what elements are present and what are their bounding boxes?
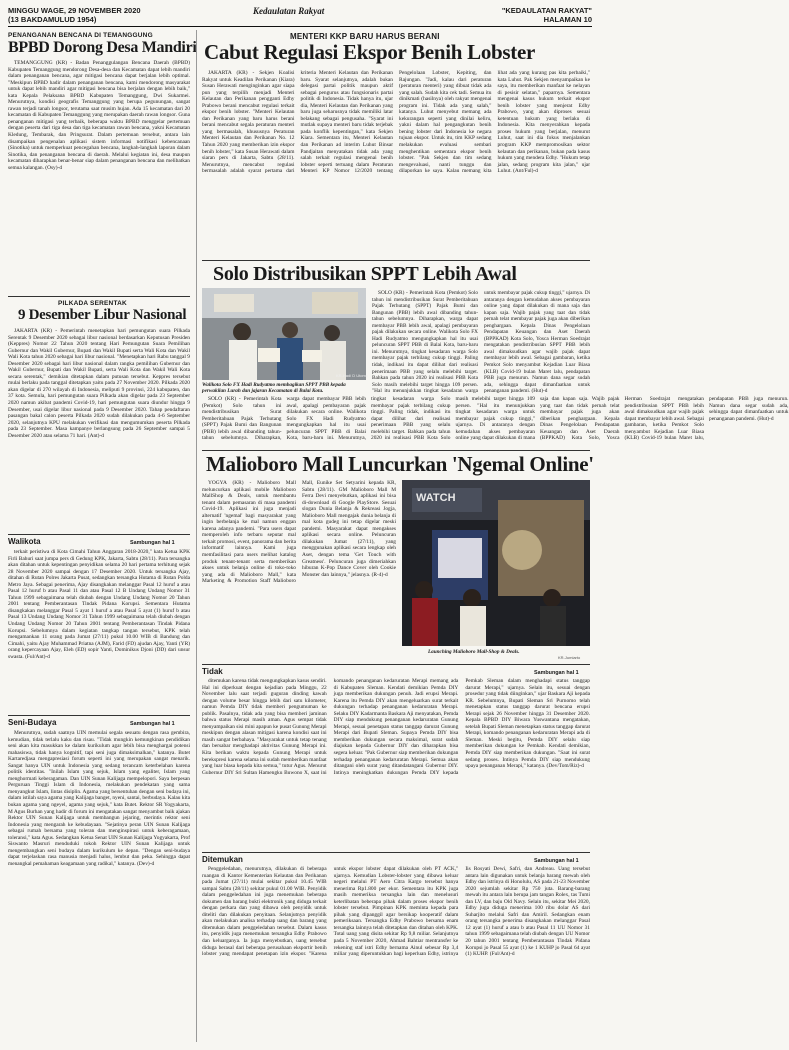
header-right [502, 6, 592, 24]
pilkada-headline: 9 Desember Libur Nasional [18, 307, 187, 323]
malioboro-photo-credit: KR-Jumiarto [558, 655, 581, 660]
sppt-body-text: SOLO (KR) - Pemerintah Kota (Pemkot) Solo tahun ini mendistribusikan Surat Pemberitahuan Pajak Terhutang (SPPT) Pajak Bumi dan Bangunan (PBB) lebih awal dibanding tahun-tahun sebelumnya. Diharapkan, warga dapat membayar PBB lebih awal, apalagi pembayaran pajak dilakukan secara online. Walikota Solo FX Hadi Rudyatmo mengungkapkan hal itu usai peluncuran SPPT PBB di Balai Kota, baru-baru ini. Menurutnya, tingkat kesadaran warga Solo membayar pajak terbilang cukup tinggi. Paling tidak, indikasi itu dapat dilihat dari realisasi penerimaan PBB yang selalu melebihi target. Bahkan pada tahun 2020 ini realisasi PBB Kota Solo masih melebihi target hingga 109 persen. "Hal itu menunjukkan tingkat kesadaran warga untuk membayar pajak cukup tinggi," ujarnya. Di antaranya dengan kemudahan akses pembayaran online yang dapat dilakukan di mana saja dan kapan saja. Wajib pajak yang taat dan tidak pernah telat membayar pajak juga akan diberikan penghargaan. Kepala Dinas Pengelolaan Pendapatan Keuangan dan Aset Daerah (BPPKAD) Kota Solo, Yosca Herman Soedrajat mengatakan pendistribusian SPPT PBB lebih awal dimaksudkan agar wajib pajak dapat membayar lebih awal. Sebagai gambaran, ketika Pemkot Solo menyambut Kejadian Luar Biasa (KLB) Covid-19 bulan Maret lalu, pendapatan PBB juga menurun. Namun dana segar sudah ada, sehingga dapat dimanfaatkan untuk penanganan pandemi. (Hut)-d [202, 396, 789, 442]
malioboro-photo [402, 480, 590, 646]
sppt-headline: Solo Distribusikan SPPT Lebih Awal [213, 263, 517, 285]
divider [8, 534, 190, 535]
header-paper-name: "KEDAULATAN RAKYAT" [501, 6, 592, 15]
header-dateline [8, 6, 141, 24]
sppt-photo-credit: KR-Hadi D Utomo [336, 373, 369, 378]
tidak-section-title: Tidak [202, 667, 223, 676]
newspaper-page [8, 4, 789, 1044]
walikota-section-title: Walikota [8, 537, 41, 546]
tidak-body [202, 678, 590, 848]
sppt-caption: Walikota Solo FX Hadi Rudyatmo membagikan SPPT PBB kepada perwakilan Lurah dan jajaran Kecamatan di Balai Kota. [202, 382, 346, 395]
malioboro-caption: Launching Malioboro Mall-Shop & Deals. [428, 649, 520, 655]
header-edition: (13 BAKDAMULUD 1954) [8, 15, 97, 24]
sppt-body-start [202, 396, 789, 446]
column-divider [196, 30, 197, 1042]
senibudaya-body-text: Menurutnya, sudah saatnya UIN memulai segala sesuatu dengan rasa gembira, kemudian, tidak terlalu kaku dan risau. "Tidak mungkin kemungkinan pendidikan seni akan kita masukkan ke dalam kurikulum agar lebih bisa menghargai potensi mahasiswa, tidak hanya kognitif, tapi seni juga dimaksimalkan," katanya. Butet Kartaredjasa mengapresiasi forum seperti ini yang merupakan sangat menarik. Sangat hanya UIN untuk Indonesia yang sedang terancam keterbelahan karena politik identitas. "Inilah Islam yang sejuk, Islam yang egaliter, Islam yang menghormati keberagaman. Dan UIN Sunan Kalijaga mempelopori. Saya berpesan Perguruan Tinggi Islam di Indonesia, melakukan pendekatan yang sama menyangkut Islam, lintas disiplin. Agama yang bersentuhan dengan seni budaya ini, dalam istilah saya agama yang Kalijaga banget, nyeni, santai, berbudaya. Kalau kita bukan agama yang ngeyel, agama yang sejuk," kata Butet. Rektor SR Yogyakarta, M Agus Burhan yang hadir di forum ini mengatakan sangat menyambut baik ajakan Rektor UIN Sunan Kalijaga untuk membangun jejaring, merintis rektor seni Indonesia yang mengarah ke kebudayaan. "Sejatinya peran UIN Sunan Kalijaga sebagai rumah bersama yang toleran dan menginspirasi untuk keberagamaan, toleransi," kata Agus. Sedangkan Ketua Senat UIN Sunan Kalijaga Yogyakarta, Prof Siswanto Masruri menduduki tokoh Rektor UIN Sunan Kalijaga untuk mengembangkan seni budaya dalam kurikulum ke depan. "Dengan seni-budaya dapat terjelaskan rasa manusia menjadi halus, lembut dan peka. Sehingga dapat menangkal pemahaman keagamaan yang radikal," katanya. (Dev)-d [8, 730, 190, 867]
walikota-continued-label: Sambungan hal 1 [130, 540, 175, 546]
header-page-number: HALAMAN 10 [543, 15, 592, 24]
walikota-body [8, 549, 190, 709]
ditemukan-body [202, 866, 590, 1040]
divider [8, 715, 190, 716]
header-rule [8, 26, 592, 27]
malioboro-body [202, 480, 396, 658]
ditemukan-section-title: Ditemukan [202, 855, 243, 864]
divider [202, 852, 590, 853]
malioboro-photo-image [402, 480, 590, 646]
divider [202, 450, 590, 451]
sppt-photo [202, 288, 369, 380]
sppt-photo-image [202, 288, 369, 380]
senibudaya-body [8, 730, 190, 1040]
page-header [8, 4, 592, 26]
lobster-kicker: MENTERI KKP BARU HARUS BERANI [290, 32, 440, 41]
divider [202, 664, 590, 665]
divider [202, 260, 590, 261]
malioboro-headline: Malioboro Mall Luncurkan 'Ngemal Online' [206, 452, 594, 476]
lobster-body [202, 70, 590, 256]
pilkada-body [8, 328, 190, 528]
sppt-body-cont [372, 290, 590, 446]
masthead-logo: Kedaulatan Rakyat [253, 6, 325, 16]
photo-store-sign: WATCH [416, 492, 456, 504]
header-date: MINGGU WAGE, 29 NOVEMBER 2020 [8, 6, 141, 15]
lobster-body-text: JAKARTA (KR) - Sekjen Koalisi Rakyat untuk Keadilan Perikanan (Kiara) Susan Herawati menginginkan agar siapa pun yang terpilih menjadi Menteri Kelautan dan Perikanan pengganti Edhy Prabowo berani mencabut regulasi terkait ekspor benih lobster. "Menteri Kelautan dan Perikanan yang baru harus berani berani mencabut segala peraturan menteri yang bermasalah, khususnya Peraturan Menteri Kelautan dan Perikanan No. 12 Tahun 2020 yang memberikan izin ekspor benih lobster," kata Susan Herawati dalam siaran pers di Jakarta, Sabtu (28/11). Menurutnya, mencabut regulasi bermasalah adalah syarat pertama dari kriteria Menteri Kelautan dan Perikanan baru. Syarat selanjutnya, adalah bukan delegasi partai politik maupun aktif sebagai pengurus atau fungsionaris partai politik di Indonesia. Tidak hanya itu, ujar dia, Menteri Kelautan dan Perikanan yang baru juga seharusnya tidak memiliki latar belakang sebagai pengusaha. "Syarat ini mutlak supaya menteri baru tidak terjebak pada konflik kepentingan," kata Sekjen Kiara. Sementara itu, Menteri Kelautan dan Perikanan ad interim Luhut Binsar Pandjaitan menyatakan tidak ada yang salah terkait regulasi mengenai benih lobster seperti tertuang dalam Peraturan Menteri KP Nomor 12/2020 tentang Pengelolaan Lobster, Kepiting, dan Rajungan. "Jadi, kalau dari peraturan (peraturan menteri) yang dibuat tidak ada yang salah. Sudah kita cek tadi. Semua itu dinikmati (hasilnya) oleh rakyat mengenai program ini. Tidak ada yang salah," katanya. Luhut menyebut memang ada kekurangan seperti yang dinilai keliru, yakni dalam hal pengangkutan benih bening lobster dari Indonesia ke negara tujuan ekspor. Untuk itu, tim KKP sedang melakukan evaluasi sembari menghentikan sementara ekspor benih lobster. "Pak Sekjen dan tim sedang mengevaluasi, nanti tunggu dan dilaporkan ke saya. Kalau memang kita lihat ada yang kurang pas kita perbaiki," kata Luhut. Pak Sekjen menyampaikan ke saya, itu memberikan manfaat ke nelayan di pesisir selatan," paparnya. Sementara mengenai kasus hukum terkait ekspor benih lobster yang menjerat Edhy Prabowo, yang akan diproses sesuai ketentuan hukum yang berlaku di Indonesia. Kita menyerahkan kepada proses hukum yang berjalan, menurut Luhut, saat ini dia fokus menjalankan program KKP mempromosikan sektor kelautan dan perikanan, bukan pada kasus hukum yang mendera Edhy. "Hukum tetap jalan, sedang program kita jalan," ujar Luhut. (Ant/Ful)-d [202, 70, 590, 175]
pilkada-kicker: PILKADA SERENTAK [58, 300, 127, 307]
bpbd-kicker: PENANGANAN BENCANA DI TEMANGGUNG [8, 32, 153, 39]
senibudaya-section-title: Seni-Budaya [8, 718, 57, 727]
malioboro-body-text: YOGYA (KR) - Malioboro Mall meluncurkan aplikasi mobile Malioboro MallShop & Deals, untuk membantu tenant dalam pemasaran di masa pandemi Covid-19. Aplikasi ini juga menjadi alternatif 'ngemal' bagi masyarakat yang ingin berbelanja ke mal namun enggan karena adanya pandemi. "Para users dapat memperoleh info terbaru seputar mal terkait promosi, event, panorama dan berita informatif lainnya. Kami juga memfasilitasi para users melihat katalog produk tenant-tenant serta memberikan akses untuk belanja online di toko-toko yang ada di Malioboro Mall," kata Marketing & Promotion Staff Malioboro Mall, Eunike Set Setyarini kepada KR, Sabtu (28/11). GM Malioboro Mall M Ferra Devi menyebutkan, aplikasi ini bisa di-download di Google PlayStore. Sesuai slogan Dunia Belanja & Rekreasi Jogja, Malioboro Mall mengajak dunia belanja di mal kota gudeg ini tetap digelar meski pandemi. Masyarakat dapat mengakses aplikasi secara online. Peluncuran dilakukan Jumat (27/11), yang menggunakan aplikasi secara lengkap oleh Aset, dengan tema 'Get Touch with Greatness'. Peluncuran juga dimeriahkan hiburan K-Pop Dance Cover oleh Cookie Monster dan lainnya," jelasnya. (R-4)-d [202, 480, 396, 585]
walikota-body-text: terkait peristiwa di Kota Cimahi Tahun Anggaran 2018-2020," kata Ketua KPK Firli Bahuri saat jumpa pers di Gedung KPK, Jakarta, Sabtu (28/11). Para tersangka akan ditahan untuk kepentingan penyidikan selama 20 hari pertama terhitung sejak 28 November 2020 sampai dengan 17 Desember 2020. Untuk tersangka Ajay, ditahan di Rutan Polres Jakarta Pusat, sedangkan tersangka Hutama di Rutan Polda Metro Jaya. Sebagai penerima, Ajay disangkakan melanggar Pasal 12 huruf a atau Pasal 12 huruf b atau Pasal 11 dan atau Pasal 12 B Undang Undang Nomor 31 Tahun 1999 sebagaimana telah diubah dengan Undang Undang Nomor 20 Tahun 2001 tentang Pemberantasan Tindak Pidana Korupsi. Sementara Hutama disangkakan melanggar Pasal 5 ayat 1 huruf a atau Pasal 5 ayat (1) huruf b atau Pasal 13 Undang Undang Nomor 31 Tahun 1999 sebagaimana telah diubah dengan Undang Undang Nomor 20 Tahun 2001 tentang Pemberantasan Tindak Pidana Korupsi. Sebelumnya dalam kegiatan tangkap tangan tersebut, KPK telah mengamankan 11 orang pada Jumat (27/11) pukul 10.00 WIB di Bandung dan Cimahi, yaitu Ajay Muhammad Priatna (AJM), Farid (FD) ajudan Ajay, Yanti (YR) orang kepercayaan Ajay, Eleh (ED) sopir Yanti, Dominikus Djoni (DD) dari unsur swasta. (Ful/Ant)-d [8, 549, 190, 660]
bpbd-body-text: TEMANGGUNG (KR) - Badan Penanggulangan Bencana Daerah (BPBD) Kabupaten Temanggung mendorong Desa-desa dan Kecamatan dapat lebih mandiri dalam penanganan bencana, agar mitigasi bencana dapat berjalan lebih optimal. "Meskipun BPBD hadir dalam penanganan bencana, kami mendorong masyarakat untuk dapat lebih mandiri agar mitigasi bencana bisa berjalan dengan lebih baik," kata Kepala Pelaksana BPBD Kabupaten Temanggung, Dwi Sukarmei. Menurutnya, kondisi geografis Temanggung yang berupa pegunungan, sangat rawan terjadi tanah longsor, terutama saat musim hujan. Ada 15 kecamatan dari 20 kecamatan di Kabupaten Temanggung yang merupakan daerah rawan longsor. Guna penanganan mitigasi yang terbaik, beberapa waktu BPBD menggelar pertemuan dengan peserta dari tiga desa dan tiga kecamatan rawan bencana, yakni Kecamatan Kledung, Tembarak, dan Pringsurat. Dalam pertemuan tersebut, antara lain disampaikan pengenalan aplikasi sistem informasi notifikasi kebencanaan (Sinotika) untuk memperkuat pencegahan bencana, langkah-langkah laporan dalam Sinotika, dan penanganan bencana di daerah. Melalui kegiatan ini, desa maupun kecamatan diharapkan benar-benar siap dalam penanganan bencana dan melibatkan semua kalangan. (Osy)-d [8, 60, 190, 171]
pilkada-body-text: JAKARTA (KR) - Pemerintah menetapkan hari pemungutan suara Pilkada Serentak 9 Desember 2020 sebagai libur nasional berdasarkan Keputusan Presiden (Keppres) Nomor 22 Tahun 2020 tentang Hari Pemungutan Suara Pemilihan Gubernur dan Wakil Gubernur, Bupati dan Wakil Bupati serta Wali Kota dan Wakil Wali Kota tahun 2020 sebagai hari libur nasional. "Menetapkan hari Rabu tanggal 9 Desember 2020 sebagai hari libur nasional dalam rangka pemilihan Gubernur dan Wakil Gubernur, Bupati dan Wakil Bupati, serta Wali Kota dan Wakil Wali Kota secara serentak," demikian ditetapkan dalam putusan tersebut. Keppres tersebut mulai berlaku pada tanggal ditetapkan yaitu pada 27 November 2020. Pilkada 2020 akan digelar di 270 wilayah di Indonesia, meliputi 9 provinsi, 224 kabupaten, dan 37 kota. Semula, hari pemungutan suara Pilkada akan digelar pada 23 September 2020 namun akibat pandemi Covid-19, hari pemungutan suara diundur hingga 9 Desember, usai digelar libur nasional pada 9 Desember 2020. Tahap pendaftaran pasangan bakal calon peserta Pilkada 2020 sudah dilakukan pada 4-6 September 2020, selanjutnya KPU melakukan verifikasi dan mengumumkan peserta Pilkada pada 23 September. Masa kampanye berlangsung pada 26 September sampai 5 Desember 2020 atau selama 71 hari. (Ant)-d [8, 328, 190, 439]
bpbd-headline: BPBD Dorong Desa Mandiri [8, 39, 197, 56]
ditemukan-continued-label: Sambungan hal 1 [534, 858, 579, 864]
divider [8, 296, 190, 297]
ditemukan-body-text: Penggeledahan, menurutnya, dilakukan di beberapa ruangan di Kantor Kementerian Kelautan dan Perikanan pada Jumat (27/11) mulai sekitar pukul 10.45 WIB sampai Sabtu (28/11) sekitar pukul 01.00 WIB. Penyidik dalam penggeledahan ini juga menemukan beberapa dokumen dan barang bukti elektronik yang diduga terkait dengan perkara dan yang dibawa oleh penyidik untuk diteliti dan dilakukan penyitaan. Selanjutnya penyidik akan melakukan analisa terhadap uang dan barang yang ditemukan dalam penggeledahan tersebut. Dalam kasus itu, penyidik juga menemukan tersangka Edhy Prabowo dan keluarganya. Ia juga menyebutkan, uang tersebut diduga berasal dari beberapa perusahaan eksportir benih lobster yang mendapat penetapan izin ekspor. "Karena untuk ekspor lobster dapat dilakukan oleh PT ACK," ujarnya. Kemudian Lobster-lobster yang dibawa keluar negeri melalui PT Aero Citra Kargo tersebut hanya menerima Rp1.800 per ekor. Sementara itu KPK juga masih memeriksa tersangka lain dan menelusuri keterlibatan beberapa pihak dalam proses ekspor benih lobster tersebut. Pimpinan KPK meminta kepada para pihak yang dipanggil agar bersikap kooperatif dalam pemeriksaan. Tersangka Edhy Prabowo bersama enam tersangka lainnya telah ditetapkan dan ditahan oleh KPK. Total uang yang disita sekitar Rp 9,8 miliar. Selanjutnya pada 5 November 2020, Ahmad Bahtiar mentransfer ke rekening staf istri Edhy bernama Ainul sebesar Rp 3,4 miliar yang diperuntukkan bagi keperluan Edhy, istrinya Iis Rosyati Dewi, Safri, dan Andreau. Uang tersebut antara lain digunakan untuk belanja barang mewah oleh Edhy dan istrinya di Honolulu, AS pada 21-23 November 2020 sejumlah sekitar Rp 750 juta. Barang-barang mewah itu antara lain berupa jam tangan Rolex, tas Tumi dan LV, dan baju Old Navy. Selain itu, sekitar Mei 2020, Edhy juga diduga menerima 100 ribu dolar AS dari Suharjito melalui Safri dan Amiril. Sedangkan enam orang tersangka penerima disangkakan melanggar Pasal 12 ayat (1) huruf a atau b atau Pasal 11 UU Nomor 31 tahun 1999 sebagaimana telah diubah dengan UU Nomor 20 tahun 2001 tentang Pemberantasan Tindak Pidana Korupsi jo Pasal 55 ayat (1) ke 1 KUHP jo Pasal 64 ayat (1) KUHP. (Ful/Ant)-d [202, 866, 590, 958]
tidak-body-text: ditemukan karena tidak mengungkapkan kasus sendiri. Hal ini diperkuat dengan kejadian pada Minggu, 22 November lalu saat terjadi guguran dinding kawah dengan volume besar hingga lebih dari satu kilometer, namun Pemda DIY tidak memberi pengumuman ke publik. Pasalnya, tidak ada yang bisa memberi jaminan bahwa status Merapi masih aman. Agus sempat tidak menyampaikan sisi mini apapun ke pusat Gunung Merapi meskipun dengan alasan mitigasi karena kondisi saat ini masih sangat berbahaya. "Masyarakat untuk tetap tenang dan bersabar menghadapi aktivitas Gunung Merapi ini. Kita berikan waktu kepada Gunung Merapi untuk berekspresi karena selama ini sudah memberikan manfaat yang luar biasa kepada kita semua," tutur Agus. Menurut Gubernur DIY Sri Sultan Hamengku Buwono X, saat ini komando penanganan kedaruratan Merapi memang ada di Kabupaten Sleman. Kendati demikian Pemda DIY juga memberikan dukungan penuh. Jadi erupsi Merapi. Karena itu Pemda DIY akan mengeluarkan surat terkait dukungan terhadap penanganan kedaruratan Merapi. Selaku DIY Kadarmanta Baskara Aji menyatakan, Pemda DIY siap mendukung penanganan kedaruratan Gunung Merapi, sesuai penetapan status tanggap darurat Gunung Merapi dari Bupati Sleman. Supaya Pemda DIY bisa memberikan dukungan secara maksimal, surat sudah diajukan kepada Gubernur DIY dan diharapkan bisa segera keluar. "Pak Gubernur siap memberikan dukungan terhadap penanganan kedaruratan Merapi. Semua akan ditangani oleh surat yang ditandatangani Gubernur DIY. Intinya meningkatkan dukungan Pemda DIY kepada Pemkab Sleman dalam menghadapi status tanggap darurat Merapi," ujarnya. Selain itu, sesuai dengan prosedur yang tidak diinginkan," ujar Baskara Aji kepada KR. Sebelumnya, Bupati Sleman Sri Purnomo telah menetapkan status tanggap darurat bencana erupsi Merapi sejak 26 November hingga 31 Desember 2020. Kepala BPBD DIY Biwara Yuswantana mengatakan, setelah Bupati Sleman menetapkan status tanggap darurat Merapi, komando penanganan kedaruratan Merapi ada di Sleman. Meski begitu, Pemda DIY selalu siap memberikan dukungan ke Pemkab. Kendati demikian, Pemda DIY siap memberikan dukungan. "Saat ini surat sedang proses. Intinya Pemda DIY siap mendukung upaya penanganan Merapi," katanya. (Dev/Tom/Riz)-d [202, 678, 590, 776]
bpbd-body [8, 60, 190, 292]
senibudaya-continued-label: Sambungan hal 1 [130, 721, 175, 727]
tidak-continued-label: Sambungan hal 1 [534, 670, 579, 676]
lobster-headline: Cabut Regulasi Ekspor Benih Lobster [204, 40, 536, 64]
sppt-body-text: SOLO (KR) - Pemerintah Kota (Pemkot) Solo tahun ini mendistribusikan Surat Pemberitahuan Pajak Terhutang (SPPT) Pajak Bumi dan Bangunan (PBB) lebih awal dibanding tahun-tahun sebelumnya. Diharapkan, warga dapat membayar PBB lebih awal, apalagi pembayaran pajak dilakukan secara online. Walikota Solo FX Hadi Rudyatmo mengungkapkan hal itu usai peluncuran SPPT PBB di Balai Kota, baru-baru ini. Menurutnya, tingkat kesadaran warga Solo membayar pajak terbilang cukup tinggi. Paling tidak, indikasi itu dapat dilihat dari realisasi penerimaan PBB yang selalu melebihi target. Bahkan pada tahun 2020 ini realisasi PBB Kota Solo masih melebihi target hingga 109 persen. "Hal itu menunjukkan tingkat kesadaran warga untuk membayar pajak cukup tinggi," ujarnya. Di antaranya dengan kemudahan akses pembayaran online yang dapat dilakukan di mana saja dan kapan saja. Wajib pajak yang taat dan tidak pernah telat membayar pajak juga akan diberikan penghargaan. Kepala Dinas Pengelolaan Pendapatan Keuangan dan Aset Daerah (BPPKAD) Kota Solo, Yosca Herman Soedrajat mengatakan pendistribusian SPPT PBB lebih awal dimaksudkan agar wajib pajak dapat membayar lebih awal. Sebagai gambaran, ketika Pemkot Solo menyambut Kejadian Luar Biasa (KLB) Covid-19 bulan Maret lalu, pendapatan PBB juga menurun. Namun dana segar sudah ada, sehingga dapat dimanfaatkan untuk penanganan pandemi. (Hut)-d [372, 290, 590, 395]
